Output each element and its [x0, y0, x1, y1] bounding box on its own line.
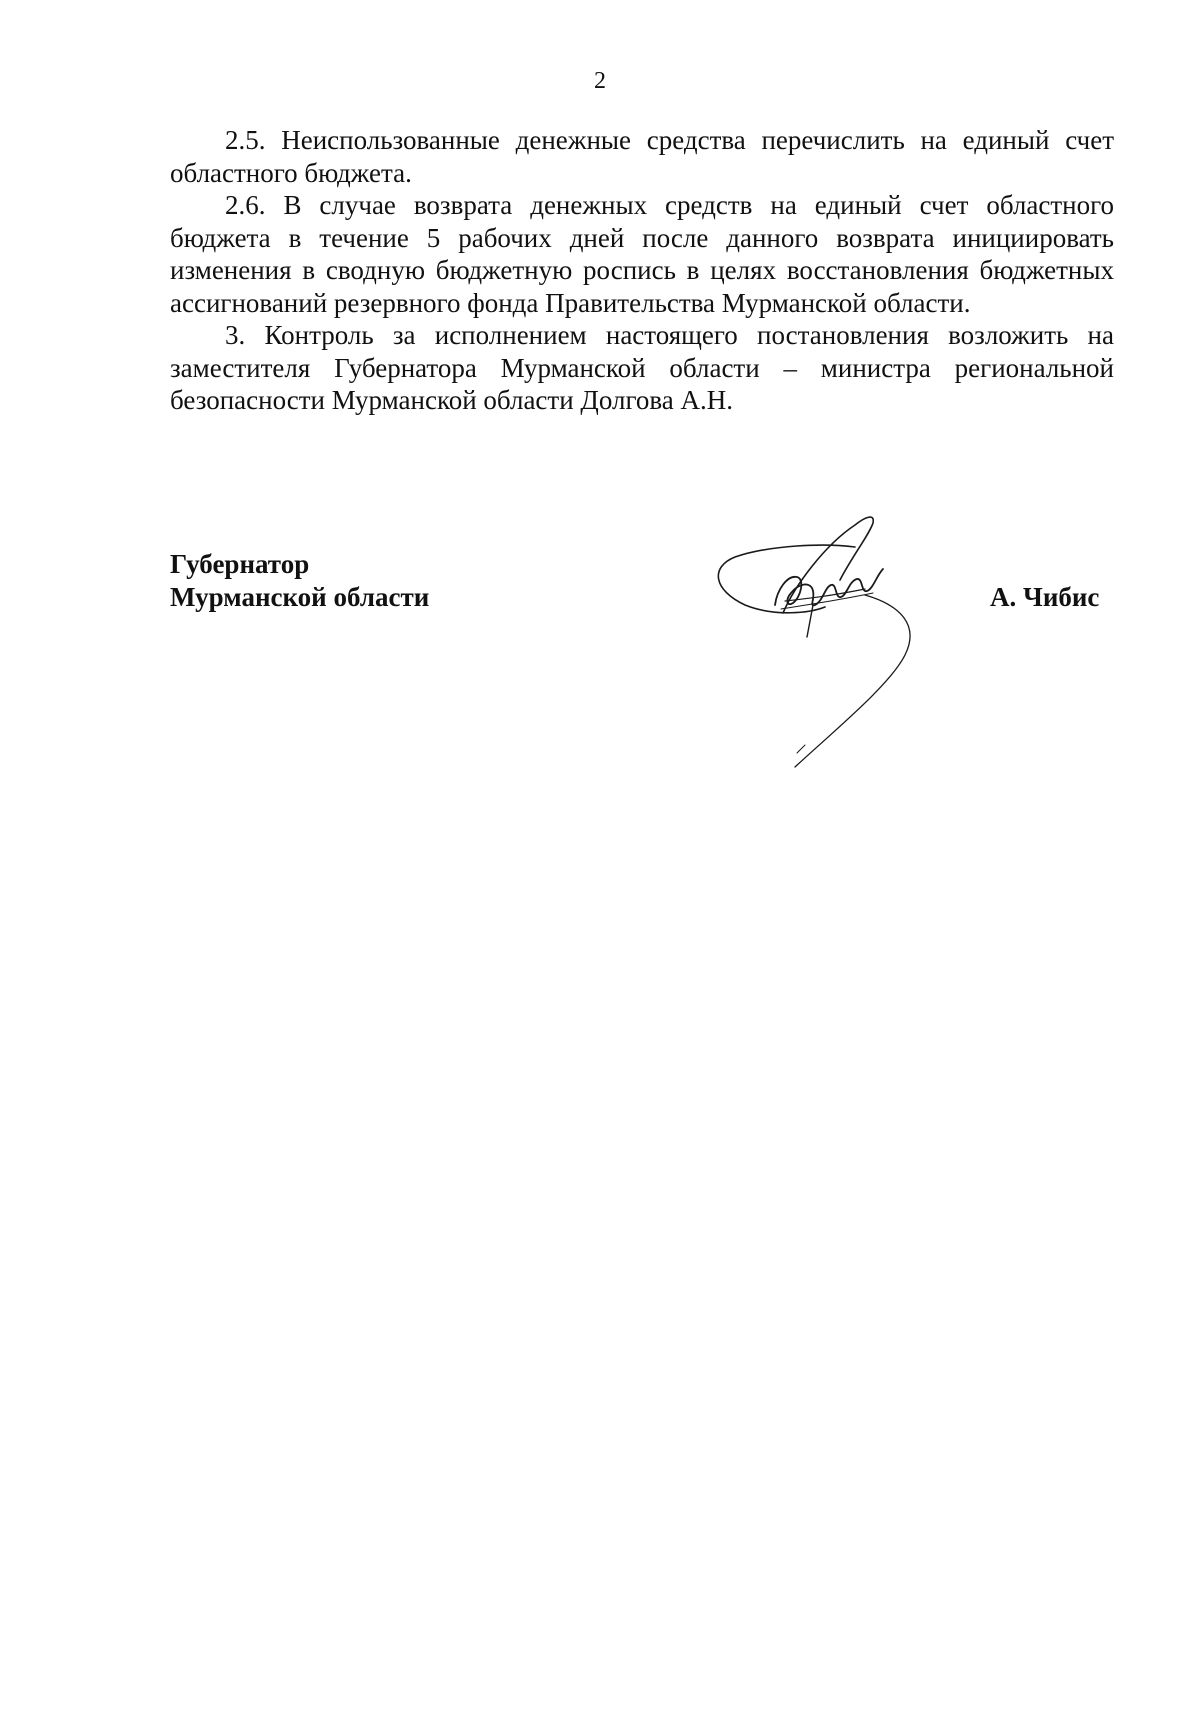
- signatory-title: [170, 548, 429, 613]
- paragraph-2-5: 2.5. Неиспользованные денежные средства перечислить на единый счет областного бюджета.: [170, 125, 1114, 188]
- page-number: 2: [594, 68, 606, 94]
- signatory-name: А. Чибис: [990, 582, 1100, 612]
- signatory-title-line2: Мурманской области: [170, 581, 430, 612]
- document-body: [170, 124, 1114, 417]
- signatory-title-line1: Губернатор: [170, 549, 310, 579]
- paragraph-3: 3. Контроль за исполнением настоящего постановления возложить на заместителя Губернатора Мурманской области – министра региональной безопасности Мурманской области Долгова А.Н.: [170, 320, 1114, 415]
- handwritten-signature: [715, 505, 935, 770]
- paragraph-2-6: 2.6. В случае возврата денежных средств на единый счет областного бюджета в течение 5 рабочих дней после данного возврата инициировать изменения в сводную бюджетную роспись в целях восстановления бюджетных ассигнований резервного фонда Правительства Мурманской области.: [170, 190, 1114, 318]
